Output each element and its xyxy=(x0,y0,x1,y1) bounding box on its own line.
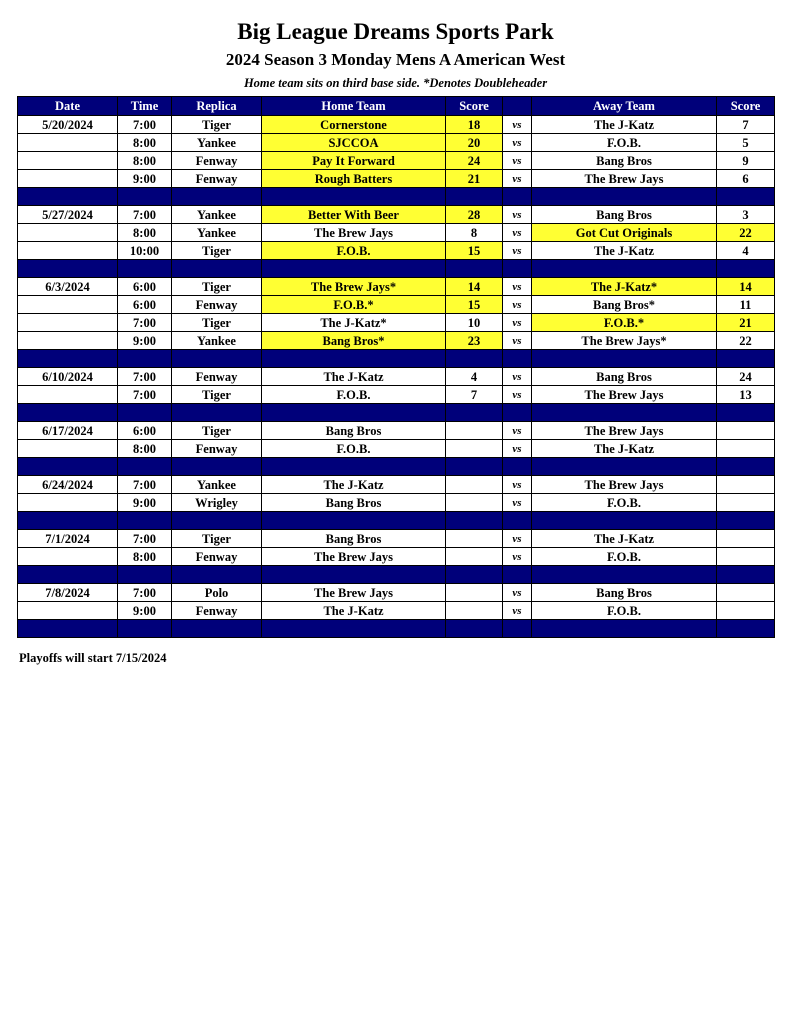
game-replica-field: Tiger xyxy=(172,278,262,296)
separator-cell xyxy=(446,404,503,422)
game-time: 8:00 xyxy=(118,134,172,152)
table-row xyxy=(18,548,775,566)
away-score xyxy=(717,422,775,440)
game-replica-field: Fenway xyxy=(172,368,262,386)
home-score: 24 xyxy=(446,152,503,170)
away-team: F.O.B. xyxy=(532,548,717,566)
game-replica-field: Yankee xyxy=(172,134,262,152)
vs-label: vs xyxy=(503,242,532,260)
game-date xyxy=(18,386,118,404)
game-replica-field: Tiger xyxy=(172,116,262,134)
vs-label: vs xyxy=(503,278,532,296)
table-row xyxy=(18,296,775,314)
separator-cell xyxy=(532,458,717,476)
home-team: F.O.B. xyxy=(262,242,446,260)
table-row xyxy=(18,602,775,620)
game-time: 8:00 xyxy=(118,548,172,566)
separator-cell xyxy=(446,260,503,278)
home-score: 23 xyxy=(446,332,503,350)
game-replica-field: Tiger xyxy=(172,386,262,404)
home-score xyxy=(446,440,503,458)
game-time: 8:00 xyxy=(118,440,172,458)
away-team: The J-Katz xyxy=(532,530,717,548)
game-replica-field: Fenway xyxy=(172,152,262,170)
home-score xyxy=(446,422,503,440)
away-team: The Brew Jays xyxy=(532,170,717,188)
game-date xyxy=(18,224,118,242)
week-separator-row xyxy=(18,566,775,584)
separator-cell xyxy=(717,350,775,368)
home-score xyxy=(446,494,503,512)
game-date: 7/8/2024 xyxy=(18,584,118,602)
away-score: 21 xyxy=(717,314,775,332)
separator-cell xyxy=(18,350,118,368)
home-score: 15 xyxy=(446,242,503,260)
away-score: 6 xyxy=(717,170,775,188)
vs-label: vs xyxy=(503,602,532,620)
away-team: The J-Katz xyxy=(532,242,717,260)
table-row xyxy=(18,530,775,548)
vs-label: vs xyxy=(503,116,532,134)
separator-cell xyxy=(262,566,446,584)
home-team: The Brew Jays xyxy=(262,548,446,566)
home-team: Bang Bros* xyxy=(262,332,446,350)
game-date xyxy=(18,602,118,620)
separator-cell xyxy=(717,566,775,584)
away-team: F.O.B.* xyxy=(532,314,717,332)
home-team: Bang Bros xyxy=(262,422,446,440)
separator-cell xyxy=(503,260,532,278)
game-time: 7:00 xyxy=(118,116,172,134)
separator-cell xyxy=(532,512,717,530)
game-time: 8:00 xyxy=(118,224,172,242)
away-team: Bang Bros* xyxy=(532,296,717,314)
away-score xyxy=(717,602,775,620)
game-time: 9:00 xyxy=(118,332,172,350)
table-row xyxy=(18,440,775,458)
table-row xyxy=(18,368,775,386)
separator-cell xyxy=(532,260,717,278)
separator-cell xyxy=(503,566,532,584)
separator-cell xyxy=(18,260,118,278)
game-time: 9:00 xyxy=(118,170,172,188)
separator-cell xyxy=(262,188,446,206)
game-time: 10:00 xyxy=(118,242,172,260)
schedule-body xyxy=(18,116,775,638)
vs-label: vs xyxy=(503,530,532,548)
game-date xyxy=(18,134,118,152)
away-score: 11 xyxy=(717,296,775,314)
table-row xyxy=(18,116,775,134)
separator-cell xyxy=(503,458,532,476)
away-score: 9 xyxy=(717,152,775,170)
separator-cell xyxy=(532,620,717,638)
separator-cell xyxy=(172,458,262,476)
separator-cell xyxy=(532,350,717,368)
separator-cell xyxy=(446,458,503,476)
separator-cell xyxy=(503,188,532,206)
game-replica-field: Wrigley xyxy=(172,494,262,512)
home-team: SJCCOA xyxy=(262,134,446,152)
vs-label: vs xyxy=(503,548,532,566)
separator-cell xyxy=(262,620,446,638)
away-score: 24 xyxy=(717,368,775,386)
week-separator-row xyxy=(18,404,775,422)
header-row xyxy=(18,97,775,116)
game-date xyxy=(18,440,118,458)
week-separator-row xyxy=(18,260,775,278)
game-replica-field: Tiger xyxy=(172,530,262,548)
table-row xyxy=(18,332,775,350)
home-score: 14 xyxy=(446,278,503,296)
home-team: Better With Beer xyxy=(262,206,446,224)
vs-label: vs xyxy=(503,170,532,188)
home-score: 18 xyxy=(446,116,503,134)
vs-label: vs xyxy=(503,332,532,350)
away-team: Bang Bros xyxy=(532,584,717,602)
game-replica-field: Yankee xyxy=(172,476,262,494)
game-date xyxy=(18,548,118,566)
home-team: F.O.B. xyxy=(262,386,446,404)
game-time: 7:00 xyxy=(118,368,172,386)
separator-cell xyxy=(18,512,118,530)
away-score xyxy=(717,476,775,494)
home-score xyxy=(446,584,503,602)
separator-cell xyxy=(172,404,262,422)
away-score xyxy=(717,494,775,512)
game-time: 6:00 xyxy=(118,278,172,296)
away-score xyxy=(717,584,775,602)
schedule-table xyxy=(17,96,775,638)
vs-label: vs xyxy=(503,584,532,602)
vs-label: vs xyxy=(503,134,532,152)
table-row xyxy=(18,278,775,296)
separator-cell xyxy=(717,260,775,278)
separator-cell xyxy=(717,188,775,206)
game-replica-field: Yankee xyxy=(172,206,262,224)
vs-label: vs xyxy=(503,152,532,170)
vs-label: vs xyxy=(503,224,532,242)
home-team: The J-Katz xyxy=(262,476,446,494)
game-replica-field: Yankee xyxy=(172,332,262,350)
separator-cell xyxy=(118,458,172,476)
week-separator-row xyxy=(18,458,775,476)
game-date xyxy=(18,494,118,512)
vs-label: vs xyxy=(503,206,532,224)
separator-cell xyxy=(262,512,446,530)
separator-cell xyxy=(118,260,172,278)
game-time: 6:00 xyxy=(118,422,172,440)
game-date: 5/20/2024 xyxy=(18,116,118,134)
home-team: F.O.B.* xyxy=(262,296,446,314)
away-score xyxy=(717,548,775,566)
away-team: The J-Katz* xyxy=(532,278,717,296)
separator-cell xyxy=(532,188,717,206)
home-score: 4 xyxy=(446,368,503,386)
game-date xyxy=(18,242,118,260)
header-time: Time xyxy=(118,97,172,116)
away-team: The J-Katz xyxy=(532,440,717,458)
header-date: Date xyxy=(18,97,118,116)
away-team: F.O.B. xyxy=(532,494,717,512)
separator-cell xyxy=(503,404,532,422)
separator-cell xyxy=(172,566,262,584)
vs-label: vs xyxy=(503,386,532,404)
game-date xyxy=(18,332,118,350)
away-score: 5 xyxy=(717,134,775,152)
separator-cell xyxy=(118,566,172,584)
home-team: Pay It Forward xyxy=(262,152,446,170)
home-score: 15 xyxy=(446,296,503,314)
home-team: The Brew Jays* xyxy=(262,278,446,296)
away-team: Got Cut Originals xyxy=(532,224,717,242)
header-home-score: Score xyxy=(446,97,503,116)
game-time: 7:00 xyxy=(118,530,172,548)
away-team: F.O.B. xyxy=(532,602,717,620)
game-replica-field: Fenway xyxy=(172,296,262,314)
vs-label: vs xyxy=(503,296,532,314)
game-replica-field: Polo xyxy=(172,584,262,602)
separator-cell xyxy=(18,458,118,476)
game-date xyxy=(18,152,118,170)
table-row xyxy=(18,314,775,332)
home-score xyxy=(446,602,503,620)
away-score: 22 xyxy=(717,332,775,350)
page-title: Big League Dreams Sports Park xyxy=(237,19,554,44)
table-row xyxy=(18,224,775,242)
game-time: 7:00 xyxy=(118,314,172,332)
game-date: 6/10/2024 xyxy=(18,368,118,386)
game-time: 9:00 xyxy=(118,602,172,620)
game-date: 6/17/2024 xyxy=(18,422,118,440)
separator-cell xyxy=(18,566,118,584)
away-score: 22 xyxy=(717,224,775,242)
game-time: 7:00 xyxy=(118,584,172,602)
away-team: The Brew Jays* xyxy=(532,332,717,350)
header-replica: Replica xyxy=(172,97,262,116)
separator-cell xyxy=(118,620,172,638)
separator-cell xyxy=(446,350,503,368)
game-replica-field: Yankee xyxy=(172,224,262,242)
home-team: F.O.B. xyxy=(262,440,446,458)
home-score: 21 xyxy=(446,170,503,188)
table-row xyxy=(18,422,775,440)
home-team: Bang Bros xyxy=(262,494,446,512)
separator-cell xyxy=(262,350,446,368)
separator-cell xyxy=(532,566,717,584)
page-subtitle: 2024 Season 3 Monday Mens A American West xyxy=(225,50,566,69)
game-replica-field: Fenway xyxy=(172,170,262,188)
separator-cell xyxy=(262,404,446,422)
separator-cell xyxy=(717,458,775,476)
separator-cell xyxy=(717,620,775,638)
home-team: Rough Batters xyxy=(262,170,446,188)
separator-cell xyxy=(172,188,262,206)
game-replica-field: Fenway xyxy=(172,548,262,566)
home-team: The Brew Jays xyxy=(262,584,446,602)
away-score xyxy=(717,440,775,458)
table-row xyxy=(18,152,775,170)
home-score xyxy=(446,476,503,494)
separator-cell xyxy=(172,512,262,530)
week-separator-row xyxy=(18,188,775,206)
separator-cell xyxy=(446,188,503,206)
away-team: Bang Bros xyxy=(532,368,717,386)
game-time: 6:00 xyxy=(118,296,172,314)
separator-cell xyxy=(18,404,118,422)
vs-label: vs xyxy=(503,440,532,458)
table-row xyxy=(18,584,775,602)
home-score: 8 xyxy=(446,224,503,242)
home-team: The J-Katz xyxy=(262,602,446,620)
game-time: 7:00 xyxy=(118,476,172,494)
separator-cell xyxy=(503,512,532,530)
home-team: Bang Bros xyxy=(262,530,446,548)
header-away-team: Away Team xyxy=(532,97,717,116)
separator-cell xyxy=(18,188,118,206)
week-separator-row xyxy=(18,512,775,530)
table-row xyxy=(18,170,775,188)
separator-cell xyxy=(118,404,172,422)
away-score: 13 xyxy=(717,386,775,404)
table-row xyxy=(18,494,775,512)
table-row xyxy=(18,134,775,152)
table-row xyxy=(18,242,775,260)
game-date: 6/3/2024 xyxy=(18,278,118,296)
game-date: 7/1/2024 xyxy=(18,530,118,548)
away-score: 7 xyxy=(717,116,775,134)
schedule-note: Home team sits on third base side. *Denotes Doubleheader xyxy=(243,76,548,90)
game-replica-field: Tiger xyxy=(172,422,262,440)
game-time: 9:00 xyxy=(118,494,172,512)
home-team: The J-Katz* xyxy=(262,314,446,332)
table-row xyxy=(18,386,775,404)
game-time: 7:00 xyxy=(118,386,172,404)
header-vs xyxy=(503,97,532,116)
table-row xyxy=(18,476,775,494)
table-row xyxy=(18,206,775,224)
separator-cell xyxy=(446,566,503,584)
week-separator-row xyxy=(18,350,775,368)
playoffs-note: Playoffs will start 7/15/2024 xyxy=(19,651,167,665)
separator-cell xyxy=(503,350,532,368)
header-home-team: Home Team xyxy=(262,97,446,116)
home-team: The Brew Jays xyxy=(262,224,446,242)
separator-cell xyxy=(717,512,775,530)
home-team: Cornerstone xyxy=(262,116,446,134)
separator-cell xyxy=(172,350,262,368)
separator-cell xyxy=(18,620,118,638)
away-team: Bang Bros xyxy=(532,206,717,224)
away-team: F.O.B. xyxy=(532,134,717,152)
separator-cell xyxy=(172,620,262,638)
vs-label: vs xyxy=(503,476,532,494)
separator-cell xyxy=(118,512,172,530)
separator-cell xyxy=(118,188,172,206)
game-date: 5/27/2024 xyxy=(18,206,118,224)
vs-label: vs xyxy=(503,368,532,386)
away-team: The Brew Jays xyxy=(532,386,717,404)
game-date: 6/24/2024 xyxy=(18,476,118,494)
away-score: 14 xyxy=(717,278,775,296)
game-replica-field: Tiger xyxy=(172,242,262,260)
away-team: The J-Katz xyxy=(532,116,717,134)
game-time: 8:00 xyxy=(118,152,172,170)
separator-cell xyxy=(532,404,717,422)
week-separator-row xyxy=(18,620,775,638)
home-score xyxy=(446,530,503,548)
vs-label: vs xyxy=(503,314,532,332)
separator-cell xyxy=(717,404,775,422)
home-team: The J-Katz xyxy=(262,368,446,386)
game-replica-field: Tiger xyxy=(172,314,262,332)
separator-cell xyxy=(172,260,262,278)
home-score: 10 xyxy=(446,314,503,332)
separator-cell xyxy=(262,458,446,476)
game-date xyxy=(18,296,118,314)
home-score: 20 xyxy=(446,134,503,152)
vs-label: vs xyxy=(503,422,532,440)
separator-cell xyxy=(446,512,503,530)
game-date xyxy=(18,314,118,332)
home-score xyxy=(446,548,503,566)
separator-cell xyxy=(446,620,503,638)
away-score xyxy=(717,530,775,548)
away-team: Bang Bros xyxy=(532,152,717,170)
game-replica-field: Fenway xyxy=(172,440,262,458)
away-team: The Brew Jays xyxy=(532,422,717,440)
away-score: 3 xyxy=(717,206,775,224)
game-date xyxy=(18,170,118,188)
separator-cell xyxy=(503,620,532,638)
separator-cell xyxy=(118,350,172,368)
vs-label: vs xyxy=(503,494,532,512)
away-team: The Brew Jays xyxy=(532,476,717,494)
home-score: 28 xyxy=(446,206,503,224)
home-score: 7 xyxy=(446,386,503,404)
separator-cell xyxy=(262,260,446,278)
game-time: 7:00 xyxy=(118,206,172,224)
header-away-score: Score xyxy=(717,97,775,116)
away-score: 4 xyxy=(717,242,775,260)
game-replica-field: Fenway xyxy=(172,602,262,620)
